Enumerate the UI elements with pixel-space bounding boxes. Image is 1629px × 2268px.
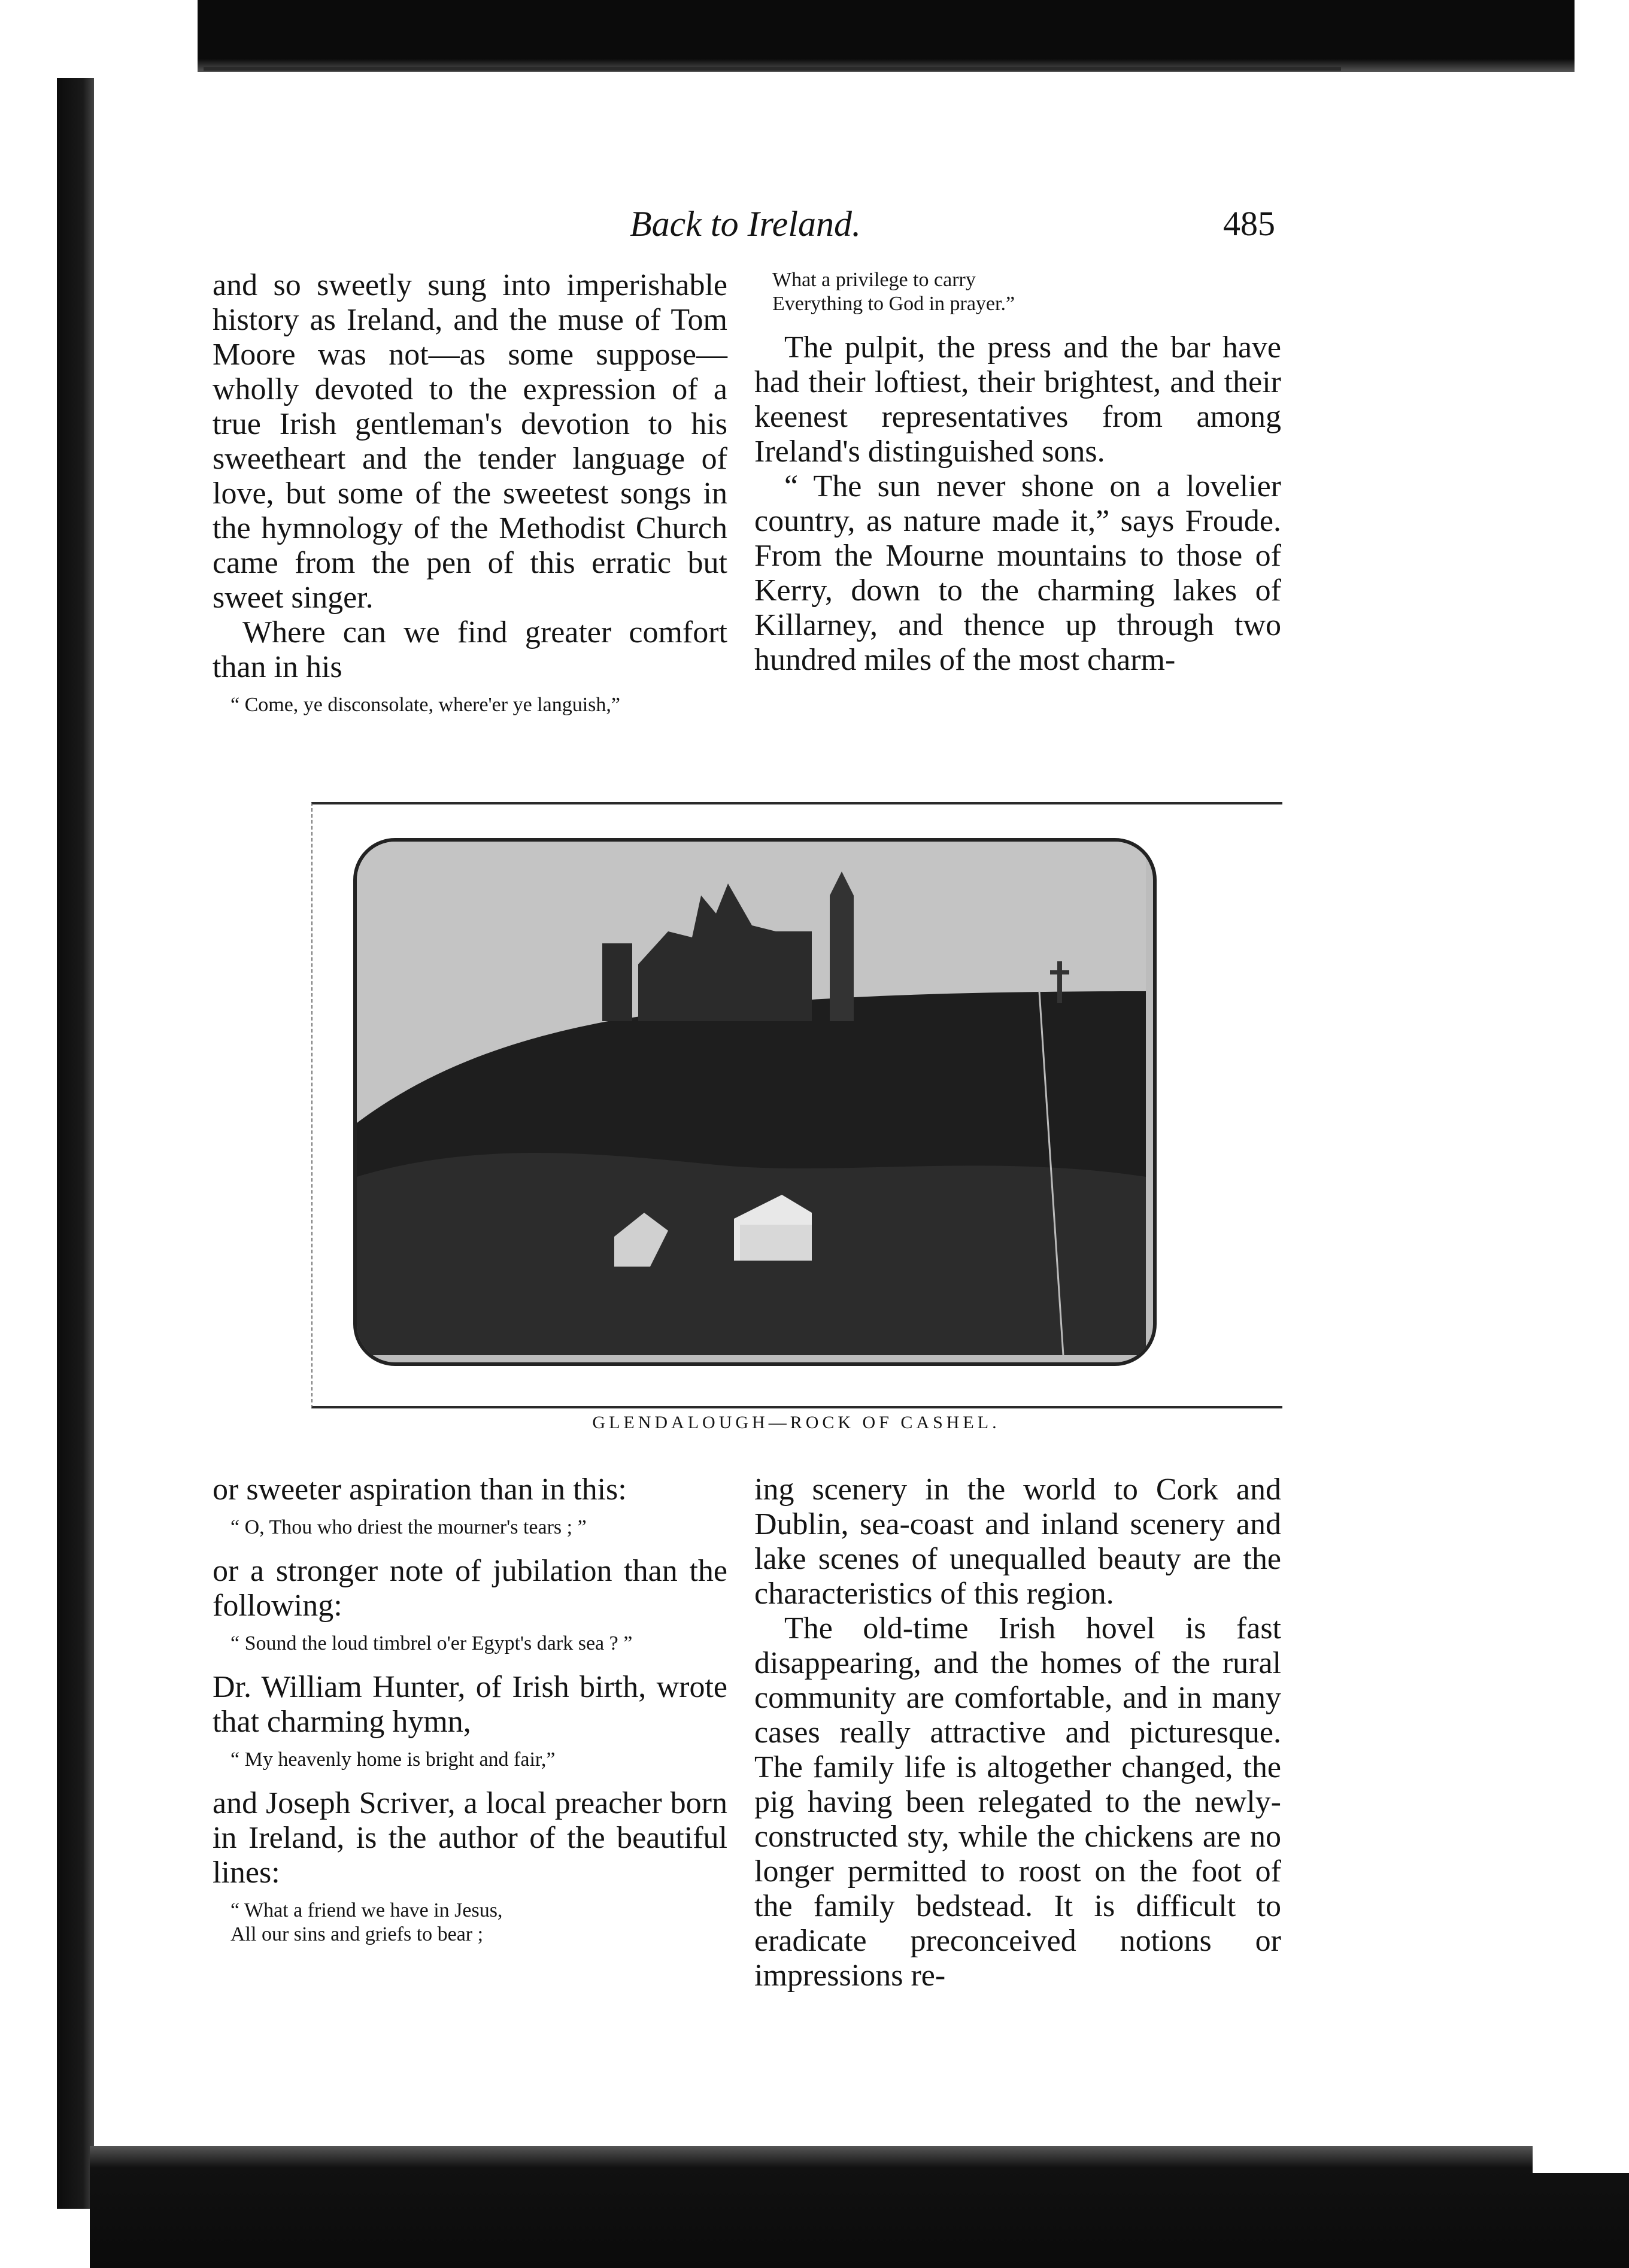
column-bottom-left (213, 1472, 727, 1961)
column-top-right (754, 268, 1281, 678)
scan-margin-right (1533, 108, 1629, 2173)
column-bottom-right (754, 1472, 1281, 1993)
scan-border-top (198, 0, 1575, 72)
running-title: Back to Ireland. (630, 204, 861, 244)
paragraph: ing scenery in the world to Cork and Dublin, sea-coast and inland scenery and lake scenes of unequalled beauty are the characteristics of this region. (754, 1472, 1281, 1611)
paragraph: Dr. William Hunter, of Irish birth, wrote that charming hymn, (213, 1670, 727, 1739)
verse-quote: “ Sound the loud timbrel o'er Egypt's dark sea ? ” (230, 1632, 633, 1654)
paragraph: The pulpit, the press and the bar have had their loftiest, their brightest, and their keenest representatives from among Ireland's distinguished sons. (754, 330, 1281, 469)
verse-quote: “ O, Thou who driest the mourner's tears ; ” (230, 1516, 587, 1538)
scan-rule-top (204, 67, 1341, 71)
paragraph: Where can we find greater comfort than in his (213, 615, 727, 684)
scan-border-left (57, 78, 94, 2209)
verse-quote: “ Come, ye disconsolate, where'er ye languish,” (230, 694, 620, 716)
verse-quote: What a privilege to carry Everything to God in prayer.” (772, 269, 1015, 315)
running-head (216, 204, 1275, 251)
paragraph: and so sweetly sung into imperishable history as Ireland, and the muse of Tom Moore was not—as some suppose—wholly devoted to the expression of a true Irish gentleman's devotion to his sweetheart and the tender language of love, but some of the sweetest songs in the hymnology of the Methodist Church came from the pen of this erratic but sweet singer. (213, 268, 727, 615)
paragraph: or a stronger note of jubilation than the following: (213, 1554, 727, 1623)
paragraph: and Joseph Scriver, a local preacher born in Ireland, is the author of the beautiful lines: (213, 1786, 727, 1890)
column-top-left (213, 268, 727, 731)
verse-quote: “ What a friend we have in Jesus, All our sins and griefs to bear ; (230, 1899, 503, 1945)
verse-quote: “ My heavenly home is bright and fair,” (230, 1748, 556, 1771)
paragraph: The old-time Irish hovel is fast disappearing, and the homes of the rural community are comfortable, and in many cases really attractive and picturesque. The family life is altogether changed, the pig having been relegated to the newly-constructed sty, while the chickens are no longer permitted to roost on the foot of the family bedstead. It is difficult to eradicate preconceived notions or impressions re- (754, 1611, 1281, 1993)
scan-border-bottom (90, 2146, 1629, 2268)
photo-illustration (357, 842, 1146, 1355)
page-number: 485 (1223, 204, 1275, 243)
figure-caption: GLENDALOUGH—ROCK OF CASHEL. (592, 1413, 1000, 1432)
paragraph: “ The sun never shone on a lovelier country, as nature made it,” says Froude. From the Mourne mountains to those of Kerry, down to the charming lakes of Killarney, and thence up through two hundred miles of the most charm- (754, 469, 1281, 677)
paragraph: or sweeter aspiration than in this: (213, 1472, 627, 1507)
rock-of-cashel-photo (353, 838, 1157, 1366)
